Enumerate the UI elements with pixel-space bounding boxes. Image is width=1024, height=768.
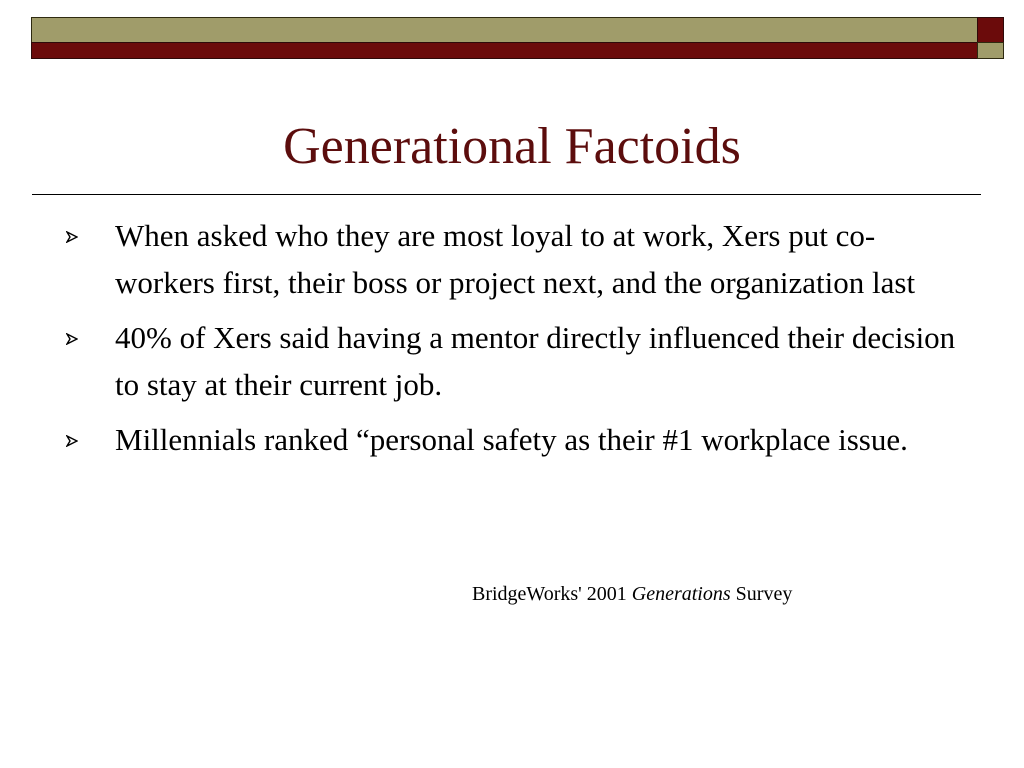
arrowhead-bullet-icon (66, 435, 78, 447)
bullet-item (60, 314, 960, 408)
arrowhead-bullet-icon (66, 231, 78, 243)
banner-maroon-band (31, 42, 978, 59)
citation-suffix: Survey (730, 583, 793, 605)
title-divider (32, 194, 981, 195)
bullet-text: 40% of Xers said having a mentor directly influenced their decision to stay at their current job. (115, 320, 956, 402)
bullet-item (60, 416, 960, 463)
citation-prefix: BridgeWorks' 2001 (472, 583, 632, 605)
arrowhead-bullet-icon (66, 333, 78, 345)
bullet-text: When asked who they are most loyal to at work, Xers put co-workers first, their boss or project next, and the organization last (115, 218, 916, 300)
slide-title: Generational Factoids (283, 118, 741, 175)
banner-olive-band (31, 17, 978, 43)
banner-corner-maroon-square (977, 17, 1004, 43)
bullet-item (60, 212, 960, 306)
bullet-list (60, 212, 960, 463)
source-citation (472, 580, 792, 608)
bullet-text: Millennials ranked “personal safety as their #1 workplace issue. (115, 422, 908, 457)
banner-corner-olive-square (977, 42, 1004, 59)
citation-emphasis: Generations (631, 583, 731, 605)
